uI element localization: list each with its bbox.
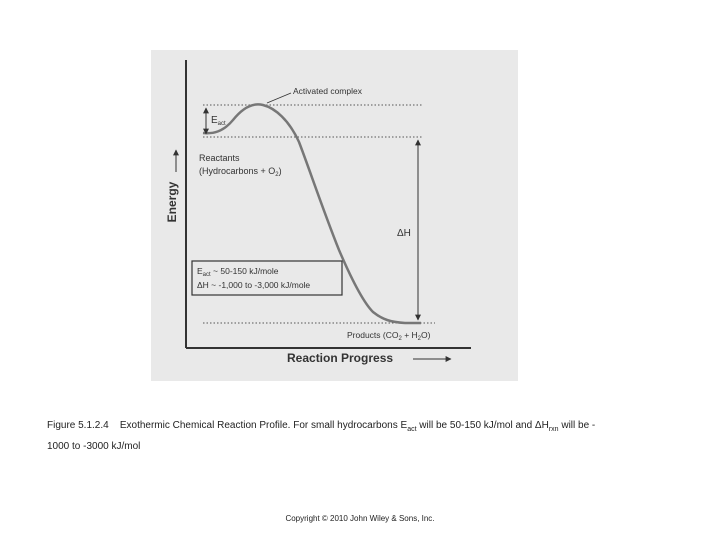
reactants-formula-label: (Hydrocarbons + $O_2$) xyxy=(199,166,282,178)
caption-text-2: will be 50-150 kJ/mol and ΔH xyxy=(416,420,549,431)
info-box-line2: ΔH ~ -1,000 to -3,000 kJ/mole xyxy=(197,280,311,290)
eact-label: $E_{act}$ xyxy=(211,115,226,127)
reactants-label: Reactants xyxy=(199,153,240,163)
products-label: Products $(CO_2 + H_2O)$ xyxy=(347,330,431,342)
caption-text-3: will be - xyxy=(558,420,596,431)
caption-text-line2: 1000 to -3000 kJ/mol xyxy=(47,441,141,452)
figure-number: Figure 5.1.2.4 xyxy=(47,420,109,431)
caption-rxn-subscript: rxn xyxy=(548,426,559,433)
figure-caption xyxy=(47,417,677,455)
y-axis-label: Energy xyxy=(165,181,179,223)
info-box-line1: $E_{act}$ ~ 50-150 kJ/mole xyxy=(197,266,279,278)
reaction-profile-diagram xyxy=(151,50,518,381)
x-axis-label: Reaction Progress xyxy=(287,351,394,365)
caption-eact-subscript: act xyxy=(407,426,417,433)
delta-h-label: ΔH xyxy=(397,228,411,239)
activated-complex-pointer xyxy=(267,93,291,103)
caption-text-1: Exothermic Chemical Reaction Profile. For small hydrocarbons E xyxy=(119,420,408,431)
copyright-notice: Copyright © 2010 John Wiley & Sons, Inc. xyxy=(285,514,435,523)
reaction-profile-figure xyxy=(151,50,518,381)
activated-complex-label: Activated complex xyxy=(293,86,362,96)
